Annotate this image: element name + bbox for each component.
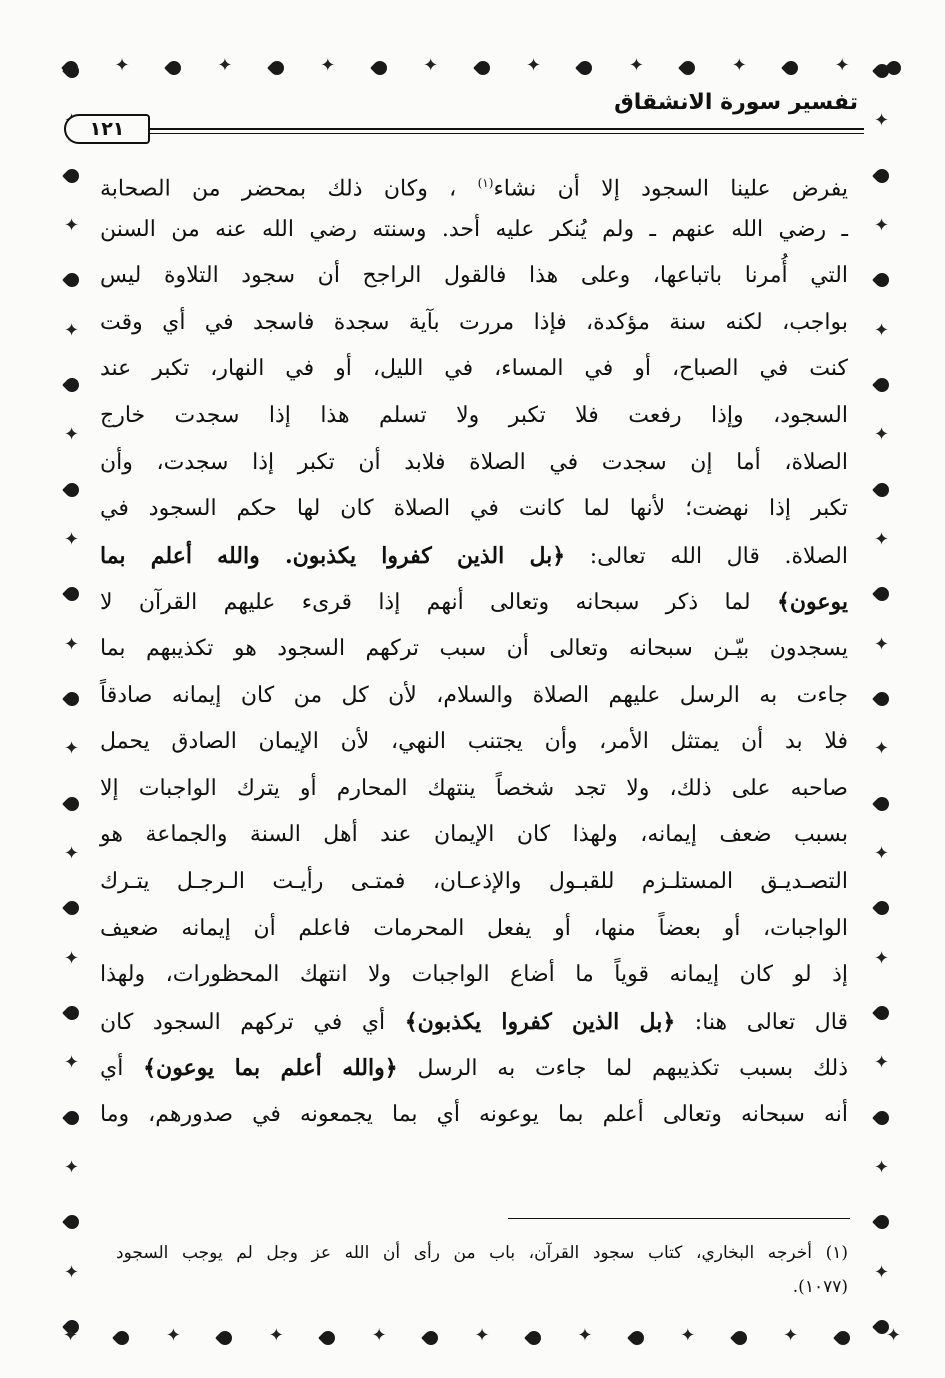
star-ornament-icon <box>61 1159 83 1181</box>
star-ornament-icon <box>61 217 83 239</box>
ornament-icon <box>61 165 83 187</box>
ornament-icon <box>871 374 893 396</box>
star-ornament-icon <box>871 1159 893 1181</box>
text-line: التي أُمرنا باتباعها، وعلى هذا فالقول الراجح أن سجود التلاوة ليس <box>100 263 848 289</box>
star-ornament-icon <box>61 845 83 867</box>
ornament-icon <box>163 57 185 79</box>
star-ornament-icon <box>163 1327 185 1349</box>
star-ornament-icon <box>780 1327 802 1349</box>
star-ornament-icon <box>523 57 545 79</box>
ornament-icon <box>61 269 83 291</box>
star-ornament-icon <box>626 57 648 79</box>
ornament-icon <box>61 1002 83 1024</box>
text-line <box>100 160 848 207</box>
text-segment: يفرض علينا السجود إلا أن نشاء <box>493 176 849 202</box>
text-segment: أي <box>100 1056 124 1082</box>
ornament-icon <box>214 1327 236 1349</box>
text-segment: الصلاة. قال الله تعالى: <box>589 543 848 569</box>
star-ornament-icon <box>61 426 83 448</box>
text-line: كنت في الصباح، أو في المساء، في الليل، أو في النهار، تكبر عند <box>100 356 848 382</box>
ornament-icon <box>871 269 893 291</box>
header-rule-row <box>64 118 864 146</box>
star-ornament-icon <box>871 950 893 972</box>
text-line: أنه سبحانه وتعالى أعلم بما يوعونه أي بما يجمعونه في صدورهم، وما <box>100 1101 848 1127</box>
ornament-icon <box>61 688 83 710</box>
star-ornament-icon <box>61 1264 83 1286</box>
ornament-icon <box>61 897 83 919</box>
page-header <box>64 88 864 148</box>
ornament-icon <box>871 897 893 919</box>
text-line: بواجب، لكنه سنة مؤكدة، فإذا مررت بآية سجدة فاسجد في أي وقت <box>100 309 848 335</box>
text-segment: لما ذكر سبحانه وتعالى أنهم إذا قرىء عليهم القرآن لا <box>100 590 751 616</box>
ornament-icon <box>61 583 83 605</box>
star-ornament-icon <box>871 112 893 134</box>
star-ornament-icon <box>871 740 893 762</box>
text-line: تكبر إذا نهضت؛ لأنها لما كانت في الصلاة كان لها حكم السجود في <box>100 496 848 522</box>
ornament-icon <box>317 1327 339 1349</box>
ornament-icon <box>871 60 893 82</box>
left-ornament-border <box>52 60 92 1338</box>
ornament-icon <box>420 1327 442 1349</box>
star-ornament-icon <box>61 531 83 553</box>
ornament-icon <box>871 1107 893 1129</box>
ornament-icon <box>871 583 893 605</box>
star-ornament-icon <box>871 322 893 344</box>
star-ornament-icon <box>871 845 893 867</box>
quran-quote: ﴿والله أعلم بما يوعون﴾ <box>143 1055 398 1082</box>
ornament-icon <box>729 1327 751 1349</box>
footnote-reference: (١) <box>477 176 494 190</box>
text-line: صاحبه على ذلك، ولا تجد شخصاً ينتهك المحارم أو يترك الواجبات إلا <box>100 775 848 801</box>
footnote-rule <box>508 1218 850 1219</box>
ornament-icon <box>574 57 596 79</box>
star-ornament-icon <box>574 1327 596 1349</box>
ornament-icon <box>266 57 288 79</box>
footnotes <box>116 1236 848 1304</box>
star-ornament-icon <box>420 57 442 79</box>
ornament-icon <box>61 1211 83 1233</box>
star-ornament-icon <box>61 740 83 762</box>
star-ornament-icon <box>61 950 83 972</box>
star-ornament-icon <box>60 1327 82 1349</box>
quran-quote: ﴿بل الذين كفروا يكذبون. والله أعلم بما <box>100 542 566 569</box>
ornament-icon <box>677 57 699 79</box>
star-ornament-icon <box>871 217 893 239</box>
ornament-icon <box>111 1327 133 1349</box>
text-line <box>100 1045 848 1092</box>
text-line: التصـديـق المستلـزم للقبـول والإذعـان، فمتـى رأيـت الـرجـل يتـرك <box>100 868 848 894</box>
text-line <box>100 533 848 580</box>
ornament-icon <box>523 1327 545 1349</box>
star-ornament-icon <box>317 57 339 79</box>
ornament-icon <box>61 1107 83 1129</box>
star-ornament-icon <box>871 426 893 448</box>
text-segment: أي في تركهم السجود كان <box>100 1009 386 1035</box>
top-ornament-border <box>60 48 905 88</box>
bottom-ornament-border <box>60 1318 905 1358</box>
quran-quote: يوعون﴾ <box>776 589 848 616</box>
ornament-icon <box>369 57 391 79</box>
text-line: ـ رضي الله عنهم ـ ولم يُنكر عليه أحد. وسنته رضي الله عنه من السنن <box>100 216 848 242</box>
footnote-line: (١) أخرجه البخاري، كتاب سجود القرآن، باب من رأى أن الله عز وجل لم يوجب السجود <box>116 1243 848 1263</box>
ornament-icon <box>626 1327 648 1349</box>
star-ornament-icon <box>871 636 893 658</box>
header-rule <box>146 128 864 134</box>
star-ornament-icon <box>266 1327 288 1349</box>
ornament-icon <box>832 1327 854 1349</box>
ornament-icon <box>61 479 83 501</box>
main-text <box>100 160 848 1138</box>
text-line <box>100 579 848 626</box>
star-ornament-icon <box>61 636 83 658</box>
star-ornament-icon <box>369 1327 391 1349</box>
text-line: السجود، وإذا رفعت فلا تكبر ولا تسلم هذا إذا سجدت خارج <box>100 402 848 428</box>
text-segment: قال تعالى هنا: <box>694 1009 848 1035</box>
star-ornament-icon <box>729 57 751 79</box>
star-ornament-icon <box>472 1327 494 1349</box>
ornament-icon <box>871 1211 893 1233</box>
running-title: تفسير سورة الانشقاق <box>614 90 858 115</box>
star-ornament-icon <box>832 57 854 79</box>
ornament-icon <box>871 793 893 815</box>
footnote-line: (١٠٧٧). <box>792 1277 848 1297</box>
ornament-icon <box>871 165 893 187</box>
text-line: جاءت به الرسل عليهم الصلاة والسلام، لأن كل من كان إيمانه صادقاً <box>100 682 848 708</box>
ornament-icon <box>871 479 893 501</box>
star-ornament-icon <box>871 531 893 553</box>
star-ornament-icon <box>61 1054 83 1076</box>
quran-quote: ﴿بل الذين كفروا يكذبون﴾ <box>404 1008 676 1035</box>
star-ornament-icon <box>111 57 133 79</box>
ornament-icon <box>780 57 802 79</box>
text-line: إذ لو كان إيمانه قوياً ما أضاع الواجبات ولا انتهك المحظورات، ولهذا <box>100 962 848 988</box>
text-line: الواجبات، أو بعضاً منها، أو يفعل المحرمات فاعلم أن إيمانه ضعيف <box>100 915 848 941</box>
ornament-icon <box>61 60 83 82</box>
ornament-icon <box>61 374 83 396</box>
ornament-icon <box>472 57 494 79</box>
star-ornament-icon <box>677 1327 699 1349</box>
star-ornament-icon <box>871 1264 893 1286</box>
text-line: فلا بد أن يمتثل الأمر، وأن يجتنب النهي، لأن الإيمان الصادق يحمل <box>100 729 848 755</box>
text-line: يسجدون بيّـن سبحانه وتعالى أن سبب تركهم السجود هو تكذيبهم بما <box>100 635 848 661</box>
ornament-icon <box>871 1002 893 1024</box>
text-line: الصلاة، أما إن سجدت في الصلاة فلابد أن تكبر إذا سجدت، وأن <box>100 449 848 475</box>
text-segment: ذلك بسبب تكذيبهم لما جاءت به الرسل <box>417 1056 848 1082</box>
text-line: بسبب ضعف إيمانه، ولهذا كان الإيمان عند أهل السنة والجماعة هو <box>100 822 848 848</box>
text-line <box>100 999 848 1046</box>
right-ornament-border <box>862 60 902 1338</box>
ornament-icon <box>871 688 893 710</box>
star-ornament-icon <box>883 1327 905 1349</box>
star-ornament-icon <box>61 322 83 344</box>
text-segment: ، وكان ذلك بمحضر من الصحابة <box>100 176 457 202</box>
page-number: ١٢١ <box>64 114 150 144</box>
star-ornament-icon <box>871 1054 893 1076</box>
ornament-icon <box>61 793 83 815</box>
star-ornament-icon <box>214 57 236 79</box>
